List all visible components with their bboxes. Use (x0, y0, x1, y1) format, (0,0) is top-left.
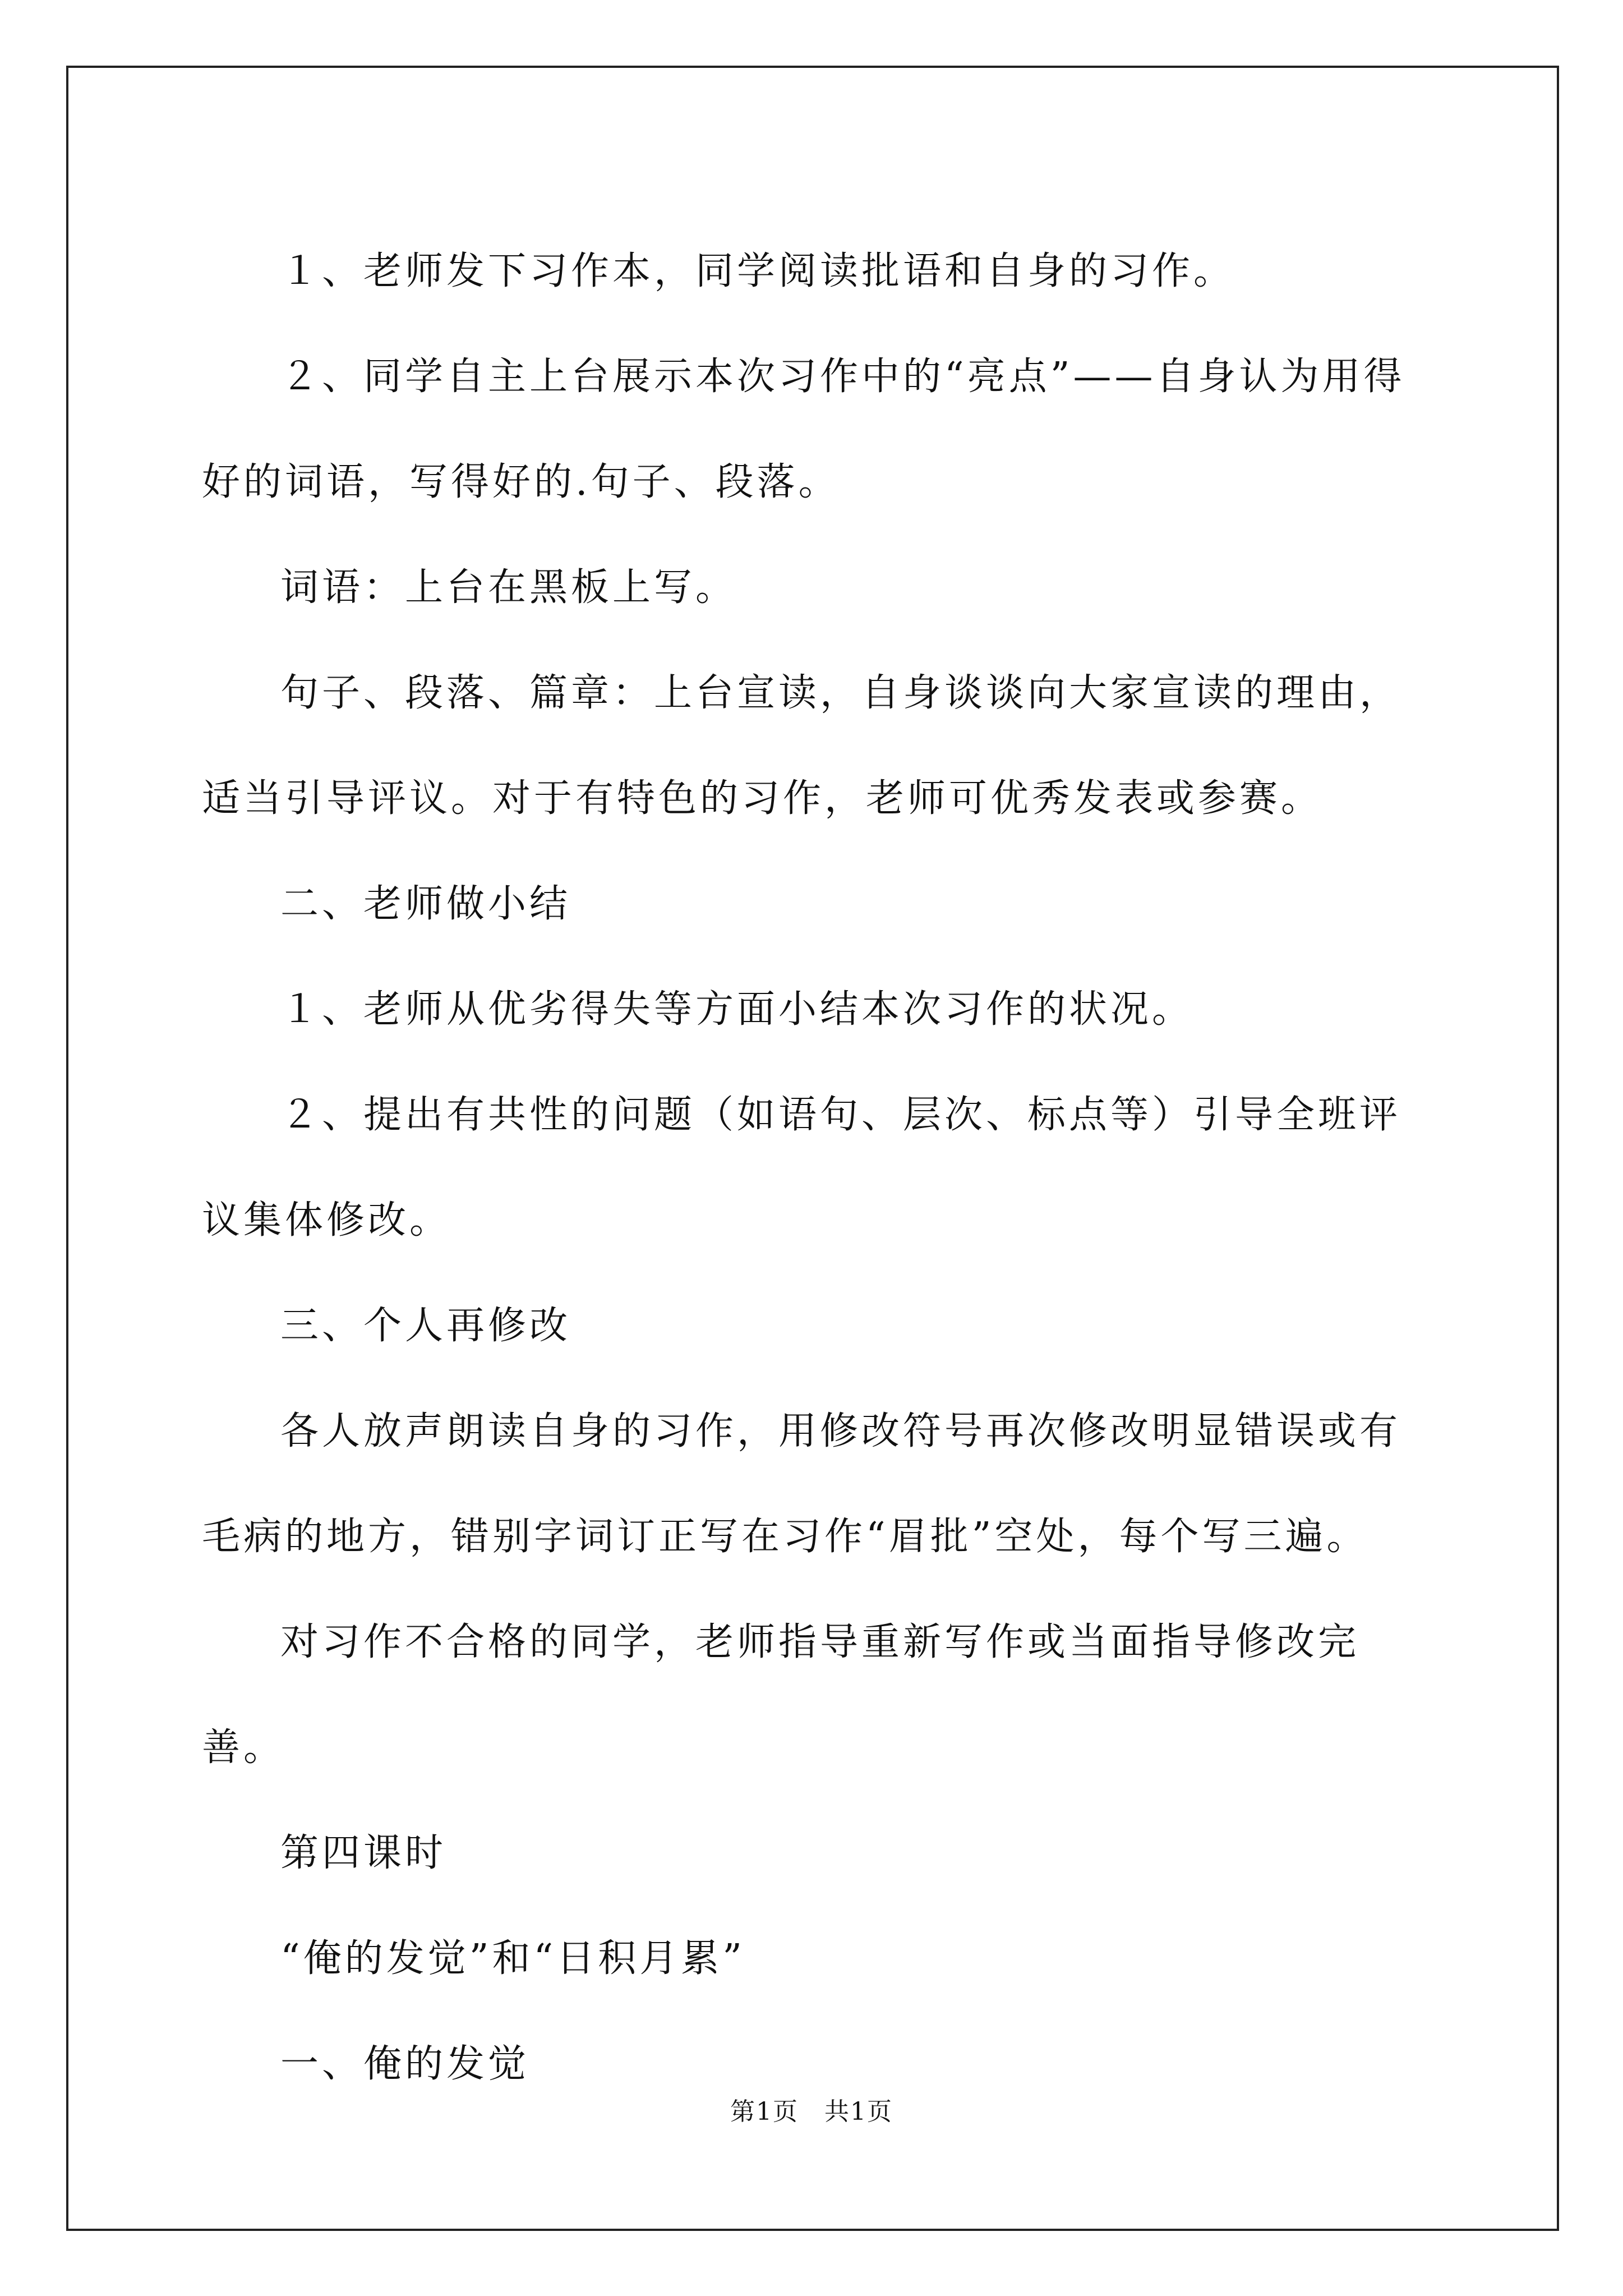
section-heading-my-discovery: 一、俺的发觉 (280, 2042, 530, 2086)
section-heading-teacher-summary: 二、老师做小结 (280, 882, 571, 926)
page-footer: 第1页 共1页 (730, 2097, 893, 2126)
paragraph-teacher-returns-notebooks: １、老师发下习作本，同学阅读批语和自身的习作。 (280, 249, 1235, 293)
paragraph-sentences-read-aloud: 句子、段落、篇章：上台宣读，自身谈谈向大家宣读的理由，适当引导评议。对于有特色的习作，老师可优秀发表或参赛。 (202, 671, 1401, 821)
section-heading-fourth-lesson: 第四课时 (280, 1831, 447, 1875)
paragraph-common-problems: ２、提出有共性的问题（如语句、层次、标点等）引导全班评议集体修改。 (202, 1093, 1401, 1243)
paragraph-students-show-highlights: ２、同学自主上台展示本次习作中的“亮点”——自身认为用得好的词语，写得好的.句子、段落。 (202, 355, 1405, 504)
paragraph-teacher-summarizes: １、老师从优劣得失等方面小结本次习作的状况。 (280, 987, 1194, 1032)
paragraph-unqualified-rewrite: 对习作不合格的同学，老师指导重新写作或当面指导修改完善。 (202, 1620, 1360, 1770)
paragraph-read-and-revise: 各人放声朗读自身的习作，用修改符号再次修改明显错误或有毛病的地方，错别字词订正写在习作“眉批”空处，每个写三遍。 (202, 1409, 1401, 1559)
paragraph-words-on-blackboard: 词语：上台在黑板上写。 (280, 565, 737, 610)
section-heading-individual-revision: 三、个人再修改 (280, 1304, 571, 1348)
document-body (202, 219, 1436, 2117)
section-subtitle-discovery-accumulation: “俺的发觉”和“日积月累” (280, 1936, 746, 1981)
